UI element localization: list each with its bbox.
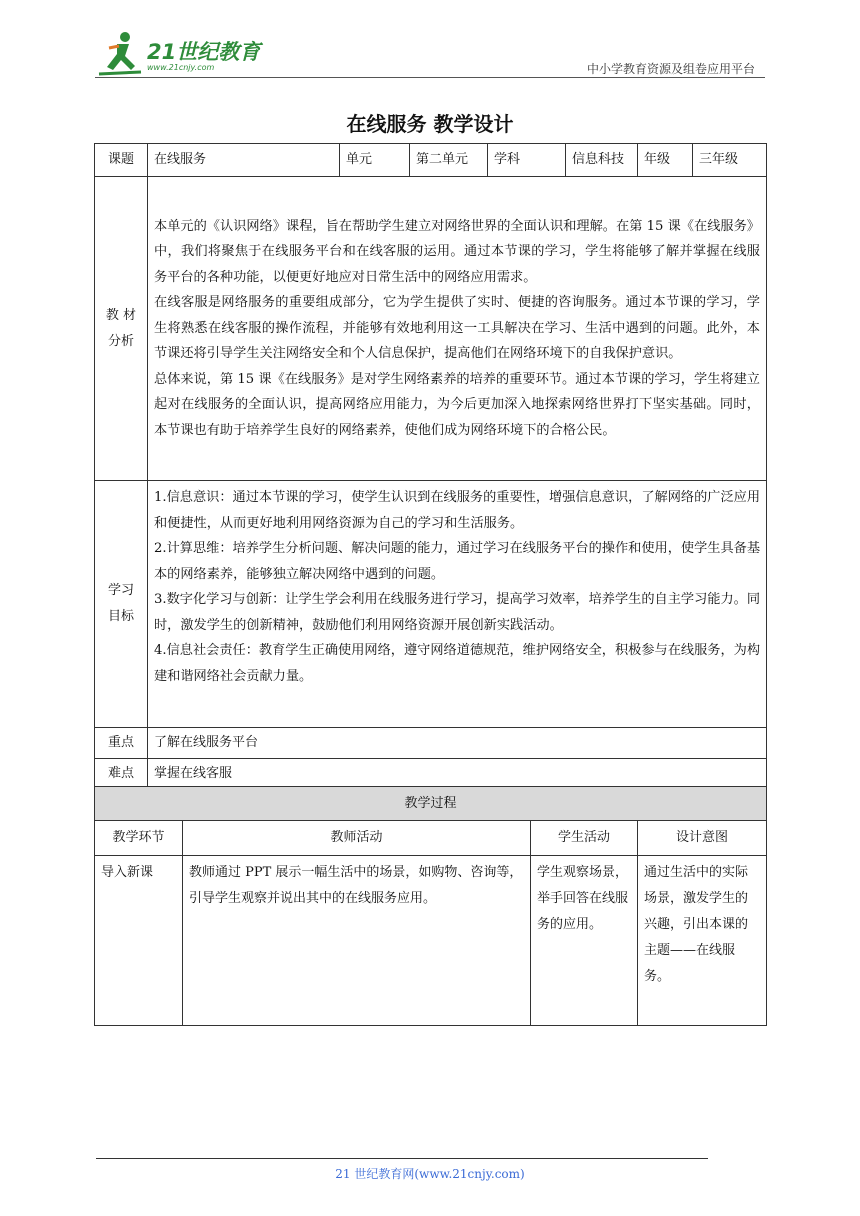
process-row <box>95 856 767 1026</box>
goals-label-line2: 目标 <box>107 609 134 624</box>
goals-row <box>95 481 767 728</box>
topic-value: 在线服务 <box>148 144 340 177</box>
footer-divider <box>96 1158 708 1159</box>
analysis-paragraph: 总体来说，第 15 课《在线服务》是对学生网络素养的培养的重要环节。通过本节课的学习，学生将建立起对在线服务的全面认识，提高网络应用能力，为今后更加深入地探索网络世界打下坚实基础。同时，本节课也有助于培养学生良好的网络素养，使他们成为网络环境下的合格公民。 <box>154 371 760 438</box>
header-stage: 教学环节 <box>95 821 183 856</box>
goal-item: 1.信息意识：通过本节课的学习，使学生认识到在线服务的重要性，增强信息意识，了解网络的广泛应用和便捷性，从而更好地利用网络资源为自己的学习和生活服务。 <box>154 490 761 531</box>
stage-cell: 导入新课 <box>95 856 183 1026</box>
header-intent: 设计意图 <box>638 821 767 856</box>
goal-item: 3.数字化学习与创新：让学生学会利用在线服务进行学习，提高学习效率，培养学生的自主学习能力。同时，激发学生的创新精神，鼓励他们利用网络资源开展创新实践活动。 <box>154 592 761 633</box>
process-header-row <box>95 821 767 856</box>
teaching-process-table <box>94 786 767 1026</box>
unit-value: 第二单元 <box>410 144 488 177</box>
header-student: 学生活动 <box>531 821 638 856</box>
info-row-header <box>95 144 767 177</box>
platform-name: 中小学教育资源及组卷应用平台 <box>586 62 755 76</box>
difficulty-row <box>95 759 767 789</box>
difficulty-label: 难点 <box>95 759 148 789</box>
process-title-row <box>95 787 767 821</box>
subject-label: 学科 <box>488 144 566 177</box>
grade-value: 三年级 <box>693 144 767 177</box>
logo-url: www.21cnjy.com <box>147 63 215 72</box>
analysis-label-line2: 分析 <box>107 333 134 349</box>
unit-label: 单元 <box>340 144 410 177</box>
key-value: 了解在线服务平台 <box>148 728 767 759</box>
analysis-label <box>95 177 148 481</box>
lesson-info-table <box>94 143 767 789</box>
logo <box>95 30 275 78</box>
key-point-row <box>95 728 767 759</box>
logo-text: 21世纪教育 <box>147 40 261 64</box>
student-activity-cell: 学生观察场景，举手回答在线服务的应用。 <box>531 856 638 1026</box>
process-title: 教学过程 <box>95 787 767 821</box>
footer-text: 21 世纪教育网(www.21cnjy.com) <box>335 1167 525 1181</box>
difficulty-value: 掌握在线客服 <box>148 759 767 789</box>
goals-label-line1: 学习 <box>107 583 134 598</box>
header-teacher: 教师活动 <box>183 821 531 856</box>
analysis-row <box>95 177 767 481</box>
key-label: 重点 <box>95 728 148 759</box>
header-divider <box>95 77 765 78</box>
analysis-label-line1: 教 材 <box>105 307 137 323</box>
goals-content <box>148 481 767 728</box>
document-title: 在线服务 教学设计 <box>346 112 514 136</box>
design-intent-cell: 通过生活中的实际场景，激发学生的兴趣，引出本课的主题——在线服务。 <box>638 856 767 1026</box>
goal-item: 2.计算思维：培养学生分析问题、解决问题的能力，通过学习在线服务平台的操作和使用，使学生具备基本的网络素养，能够独立解决网络中遇到的问题。 <box>154 541 761 582</box>
goal-item: 4.信息社会责任：教育学生正确使用网络，遵守网络道德规范，维护网络安全，积极参与在线服务，为构建和谐网络社会贡献力量。 <box>154 643 761 684</box>
topic-label: 课题 <box>95 144 148 177</box>
analysis-content <box>148 177 767 481</box>
analysis-paragraph: 在线客服是网络服务的重要组成部分，它为学生提供了实时、便捷的咨询服务。通过本节课的学习，学生将熟悉在线客服的操作流程，并能够有效地利用这一工具解决在学习、生活中遇到的问题。此外，本节课还将引导学生关注网络安全和个人信息保护，提高他们在网络环境下的自我保护意识。 <box>154 295 760 362</box>
page-header <box>95 30 765 80</box>
goals-label <box>95 481 148 728</box>
teacher-activity-cell: 教师通过 PPT 展示一幅生活中的场景，如购物、咨询等，引导学生观察并说出其中的在线服务应用。 <box>183 856 531 1026</box>
runner-logo-icon <box>95 30 147 76</box>
analysis-paragraph: 本单元的《认识网络》课程，旨在帮助学生建立对网络世界的全面认识和理解。在第 15 课《在线服务》中，我们将聚焦于在线服务平台和在线客服的运用。通过本节课的学习，学生将能够了解并掌握在线服务平台的各种功能，以便更好地应对日常生活中的网络应用需求。 <box>154 218 760 285</box>
subject-value: 信息科技 <box>566 144 638 177</box>
grade-label: 年级 <box>638 144 693 177</box>
